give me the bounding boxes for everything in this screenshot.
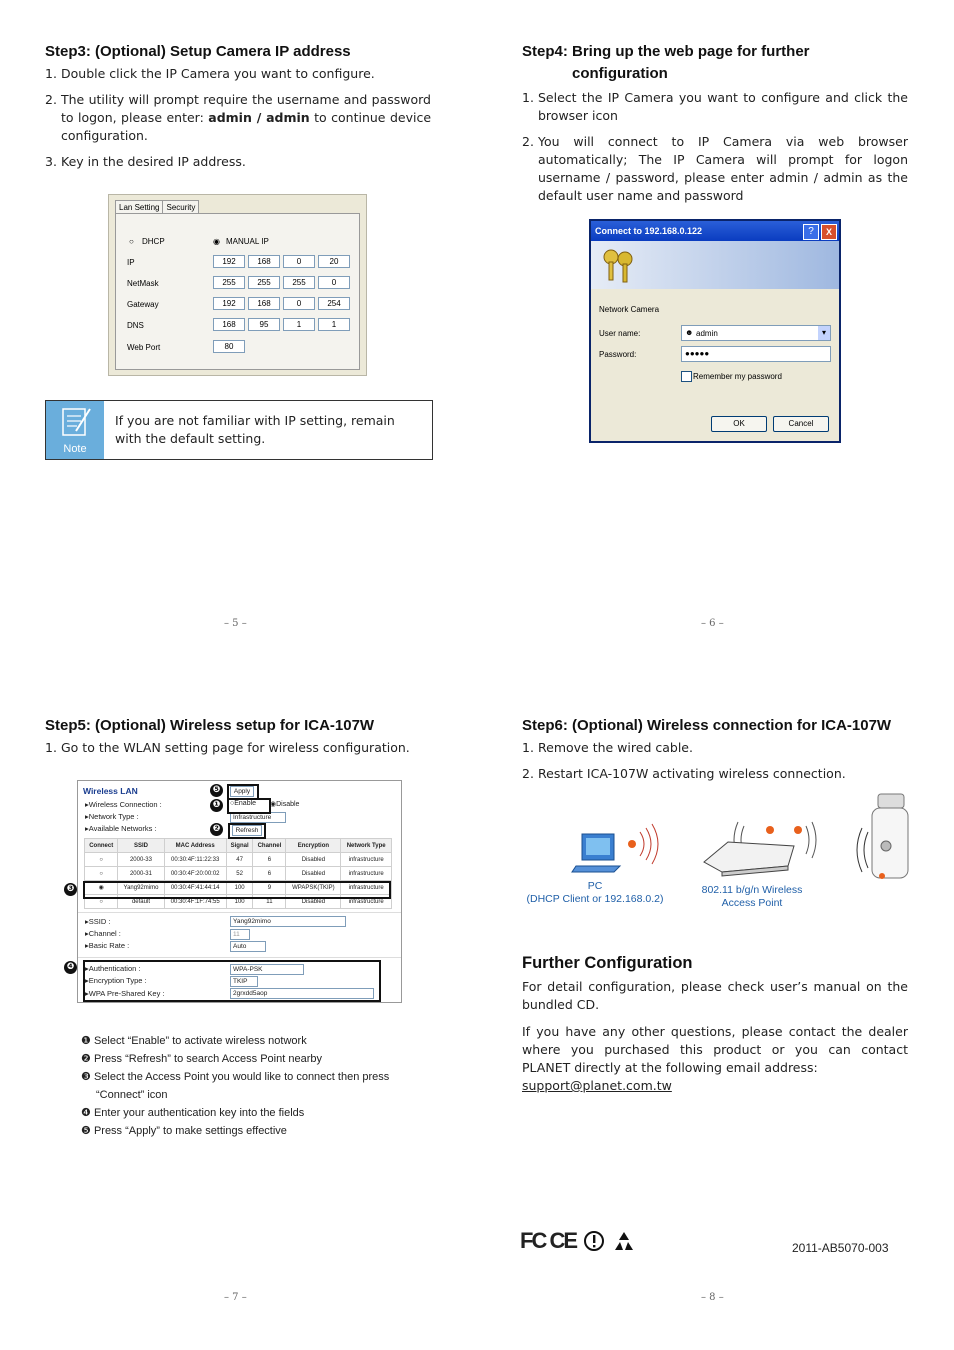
radio-manual-ip[interactable]: ◉: [213, 237, 220, 246]
pc-caption-line2: (DHCP Client or 192.168.0.2): [526, 893, 664, 905]
authentication-label: ▸Authentication :: [85, 964, 141, 973]
notepad-icon: [46, 401, 104, 445]
note-text: Select “Enable” to activate wireless notwork: [93, 1035, 307, 1047]
list-item: [45, 153, 431, 171]
basic-rate-select[interactable]: Auto: [230, 941, 266, 952]
divider: [78, 957, 401, 958]
cell-encryption: Disabled: [286, 853, 341, 867]
note-line: [81, 1050, 421, 1068]
step3-heading: [45, 43, 351, 60]
step4-list: [522, 89, 908, 213]
step4-heading: [522, 43, 810, 60]
ap-caption-line1: 802.11 b/g/n Wireless: [701, 884, 803, 896]
highlight-refresh: [228, 823, 266, 839]
note-line: [81, 1068, 421, 1086]
dns-octet-3[interactable]: 1: [283, 318, 315, 331]
ip-label: IP: [127, 258, 135, 267]
note-text: “Connect” icon: [96, 1089, 168, 1101]
note-label: Note: [63, 443, 87, 455]
close-button[interactable]: X: [821, 224, 837, 240]
cell-signal: 47: [226, 853, 253, 867]
dns-octet-1[interactable]: 168: [213, 318, 245, 331]
connect-radio[interactable]: ○: [85, 895, 118, 909]
col-header: Encryption: [286, 839, 341, 853]
radio-dhcp[interactable]: ○: [129, 237, 134, 246]
marker-3: ❸: [64, 883, 77, 896]
cell-encryption: Disabled: [286, 867, 341, 881]
connect-dialog: [589, 219, 841, 443]
highlight-auth-fields: [83, 960, 381, 1002]
step5-notes: [81, 1032, 421, 1140]
access-point-icon: [702, 812, 832, 880]
note-line: [81, 1122, 421, 1140]
note-line: [81, 1104, 421, 1122]
document-code: 2011-AB5070-003: [792, 1241, 889, 1255]
marker-2: ❷: [210, 823, 223, 836]
list-item: [522, 765, 908, 783]
item-number: 2.: [45, 92, 57, 107]
password-field[interactable]: [681, 346, 831, 362]
item-number: 2.: [522, 134, 534, 149]
netmask-octet-2[interactable]: 255: [248, 276, 280, 289]
item-text: to continue device configuration.: [61, 110, 432, 143]
wpa-key-field[interactable]: 2grxdd5aop: [230, 988, 374, 999]
marker-1: ❶: [210, 799, 223, 812]
channel-label: ▸Channel :: [85, 929, 121, 938]
chevron-down-icon[interactable]: ▾: [818, 326, 830, 340]
gateway-octet-1[interactable]: 192: [213, 297, 245, 310]
fc-ce-logo: FC CE: [520, 1228, 576, 1253]
step6-prefix: Step6:: [522, 717, 568, 734]
marker-4: ❹: [64, 961, 77, 974]
cell-encryption: WPAPSK(TKIP): [286, 881, 341, 895]
dialog-banner: [591, 241, 839, 289]
netmask-label: NetMask: [127, 279, 159, 288]
item-text: Remove the wired cable.: [538, 740, 693, 755]
web-port-label: Web Port: [127, 343, 161, 352]
list-item: [45, 65, 431, 83]
step4-prefix: Step4:: [522, 43, 568, 60]
channel-select[interactable]: 11: [230, 929, 250, 940]
user-icon: ☻: [685, 328, 694, 337]
dialog-titlebar: [591, 221, 839, 241]
table-row[interactable]: [85, 853, 392, 867]
table-row[interactable]: [85, 867, 392, 881]
cell-network-type: infrastructure: [341, 867, 392, 881]
note-line: [81, 1086, 421, 1104]
ssid-label: ▸SSID :: [85, 917, 111, 926]
step4-title: Bring up the web page for further: [572, 43, 810, 60]
item-text: You will connect to IP Camera via web browser automatically; The IP Camera will prompt for logon username / password, please enter admin / admin as the default user name and password: [538, 134, 908, 203]
note-marker: ❷: [81, 1053, 91, 1065]
wireless-connection-label: ▸Wireless Connection :: [85, 800, 162, 809]
item-text: Select the IP Camera you want to configure and click the browser icon: [538, 90, 908, 123]
cell-network-type: infrastructure: [341, 881, 392, 895]
cell-encryption: Disabled: [286, 895, 341, 909]
lan-setting-dialog: [108, 194, 367, 376]
support-email-link[interactable]: support@planet.com.tw: [522, 1078, 672, 1093]
item-text: Restart ICA-107W activating wireless connection.: [538, 766, 846, 781]
netmask-octet-4[interactable]: 0: [318, 276, 350, 289]
refresh-button[interactable]: Refresh: [232, 825, 262, 836]
cell-ssid: default: [118, 895, 164, 909]
note-box: [45, 400, 433, 460]
netmask-octet-3[interactable]: 255: [283, 276, 315, 289]
cell-ssid: 2000-31: [118, 867, 164, 881]
cell-mac: 00:30:4F:1F:74:55: [164, 895, 226, 909]
connect-radio[interactable]: ○: [85, 853, 118, 867]
note-line: [81, 1032, 421, 1050]
col-header: Network Type: [341, 839, 392, 853]
step5-list: [45, 739, 431, 765]
cancel-button[interactable]: Cancel: [773, 416, 829, 432]
password-label: Password:: [599, 350, 637, 359]
step5-title: (Optional) Wireless setup for ICA-107W: [95, 717, 375, 734]
label-text: SSID :: [88, 917, 111, 926]
highlight-selected-ap: [83, 881, 391, 899]
cell-channel: 6: [253, 853, 286, 867]
username-label: User name:: [599, 329, 641, 338]
note-text: Enter your authentication key into the fields: [93, 1107, 305, 1119]
item-number: 1.: [522, 740, 534, 755]
note-text: Press “Refresh” to search Access Point nearby: [93, 1053, 322, 1065]
list-item: [522, 133, 908, 205]
available-networks-label: ▸Available Networks :: [85, 824, 157, 833]
cell-network-type: infrastructure: [341, 895, 392, 909]
step3-list: [45, 65, 431, 179]
note-text: If you are not familiar with IP setting, remain with the default setting.: [115, 413, 395, 446]
label-text: Channel :: [88, 929, 121, 938]
username-value: admin: [696, 329, 718, 338]
pc-caption: [520, 880, 670, 906]
item-number: 1.: [522, 90, 534, 105]
ok-button[interactable]: OK: [711, 416, 767, 432]
dhcp-label: DHCP: [142, 237, 165, 246]
step6-list: [522, 739, 908, 791]
item-number: 1.: [45, 66, 57, 81]
tab-bar: [115, 200, 198, 214]
list-item: [45, 91, 431, 145]
radio-disable[interactable]: ◉Disable: [270, 801, 300, 808]
cell-mac: 00:30:4F:41:44:14: [164, 881, 226, 895]
gateway-label: Gateway: [127, 300, 159, 309]
note-text: Select the Access Point you would like to connect then press: [93, 1071, 390, 1083]
connect-radio[interactable]: ○: [85, 867, 118, 881]
item-number: 2.: [522, 766, 534, 781]
note-icon: [46, 401, 104, 459]
note-marker: ❺: [81, 1125, 91, 1137]
col-header: MAC Address: [164, 839, 226, 853]
cell-mac: 00:30:4F:11:22:33: [164, 853, 226, 867]
cell-channel: 9: [253, 881, 286, 895]
cell-ssid: Yang92mimo: [118, 881, 164, 895]
further-config-title: Further Configuration: [522, 954, 693, 972]
highlight-enable: [227, 798, 271, 814]
item-text: Go to the WLAN setting page for wireless configuration.: [61, 740, 410, 755]
recycle-icon: [612, 1230, 636, 1252]
cell-signal: 100: [226, 881, 253, 895]
disable-label: Disable: [276, 801, 300, 808]
col-header: SSID: [118, 839, 164, 853]
tab-lan-setting[interactable]: Lan Setting: [115, 200, 163, 214]
certification-logos: [520, 1228, 636, 1256]
keys-icon: [597, 245, 641, 285]
ip-octet-2[interactable]: 168: [248, 255, 280, 268]
step5-prefix: Step5:: [45, 717, 91, 734]
connect-radio[interactable]: ◉: [85, 881, 118, 895]
page-number: – 5 –: [224, 618, 247, 629]
table-header-row: [85, 839, 392, 853]
remember-label: Remember my password: [693, 372, 782, 381]
label-text: Encryption Type :: [88, 976, 147, 985]
cell-network-type: infrastructure: [341, 853, 392, 867]
page-number: – 7 –: [224, 1292, 247, 1303]
step4-title-line2: configuration: [572, 65, 668, 82]
gateway-octet-4[interactable]: 254: [318, 297, 350, 310]
basic-rate-label: ▸Basic Rate :: [85, 941, 130, 950]
page-number: – 8 –: [701, 1292, 724, 1303]
netmask-octet-1[interactable]: 255: [213, 276, 245, 289]
item-number: 1.: [45, 740, 57, 755]
manual-ip-label: MANUAL IP: [226, 237, 269, 246]
page-number: – 6 –: [701, 618, 724, 629]
label-text: Available Networks :: [88, 824, 157, 833]
note-marker: ❸: [81, 1071, 91, 1083]
item-text: The utility will prompt require the username and password to logon, please enter:: [61, 92, 431, 125]
wpa-key-label: ▸WPA Pre-Shared Key :: [85, 989, 165, 998]
dns-label: DNS: [127, 321, 144, 330]
cell-signal: 52: [226, 867, 253, 881]
gateway-octet-2[interactable]: 168: [248, 297, 280, 310]
ip-octet-4[interactable]: 20: [318, 255, 350, 268]
step6-heading: [522, 717, 891, 734]
ip-octet-3[interactable]: 0: [283, 255, 315, 268]
step6-title: (Optional) Wireless connection for ICA-107W: [572, 717, 892, 734]
note-text: Press “Apply” to make settings effective: [93, 1125, 287, 1137]
tab-security[interactable]: Security: [162, 200, 199, 214]
dns-octet-4[interactable]: 1: [318, 318, 350, 331]
list-item: [522, 739, 908, 757]
cell-ssid: 2000-33: [118, 853, 164, 867]
encryption-type-select[interactable]: TKIP: [230, 976, 258, 987]
wireless-lan-title: Wireless LAN: [83, 786, 138, 796]
apply-button[interactable]: Apply: [230, 786, 254, 797]
ap-caption: [688, 884, 816, 910]
username-field[interactable]: [681, 325, 831, 341]
label-text: Wireless Connection :: [88, 800, 162, 809]
list-item: [522, 89, 908, 125]
step5-heading: [45, 717, 374, 734]
col-header: Connect: [85, 839, 118, 853]
further-config-paragraph-2: If you have any other questions, please contact the dealer where you purchased this product or you can contact PLANET directly at the following email address:: [522, 1024, 908, 1075]
radio-enable[interactable]: ○Enable: [230, 800, 257, 807]
step3-prefix: Step3:: [45, 43, 91, 60]
divider: [78, 912, 401, 913]
label-text: WPA Pre-Shared Key :: [88, 989, 165, 998]
web-port-field[interactable]: 80: [213, 340, 245, 353]
col-header: Signal: [226, 839, 253, 853]
password-value: ●●●●●: [685, 349, 710, 358]
item-text: Key in the desired IP address.: [61, 154, 246, 169]
pc-icon: [570, 820, 665, 880]
encryption-type-label: ▸Encryption Type :: [85, 976, 147, 985]
marker-5: ❺: [210, 784, 223, 797]
label-text: Basic Rate :: [88, 941, 130, 950]
network-type-label: ▸Network Type :: [85, 812, 139, 821]
dns-octet-2[interactable]: 95: [248, 318, 280, 331]
cell-mac: 00:30:4F:20:00:02: [164, 867, 226, 881]
label-text: Network Type :: [88, 812, 139, 821]
credential-text: admin / admin: [208, 110, 310, 125]
ip-camera-icon: [852, 792, 912, 884]
further-config-paragraph-1: For detail configuration, please check user’s manual on the bundled CD.: [522, 979, 908, 1012]
remember-checkbox[interactable]: [681, 371, 692, 382]
col-header: Channel: [253, 839, 286, 853]
item-text: Double click the IP Camera you want to configure.: [61, 66, 375, 81]
step3-title: (Optional) Setup Camera IP address: [95, 43, 351, 60]
pc-caption-line1: PC: [587, 880, 603, 892]
cell-signal: 100: [226, 895, 253, 909]
cell-channel: 6: [253, 867, 286, 881]
item-number: 3.: [45, 154, 57, 169]
ssid-field[interactable]: Yang92mimo: [230, 916, 346, 927]
ip-octet-1[interactable]: 192: [213, 255, 245, 268]
note-marker: ❶: [81, 1035, 91, 1047]
dialog-title: Connect to 192.168.0.122: [595, 226, 703, 236]
ap-caption-line2: Access Point: [721, 897, 783, 909]
enable-label: Enable: [234, 800, 257, 807]
cell-channel: 11: [253, 895, 286, 909]
list-item: [45, 739, 431, 757]
alert-icon: [583, 1230, 605, 1252]
network-type-select[interactable]: Infrastructure: [230, 812, 286, 823]
realm-text: Network Camera: [599, 305, 660, 314]
gateway-octet-3[interactable]: 0: [283, 297, 315, 310]
help-button[interactable]: ?: [803, 224, 819, 240]
label-text: Authentication :: [88, 964, 141, 973]
note-marker: ❹: [81, 1107, 91, 1119]
authentication-select[interactable]: WPA-PSK: [230, 964, 304, 975]
